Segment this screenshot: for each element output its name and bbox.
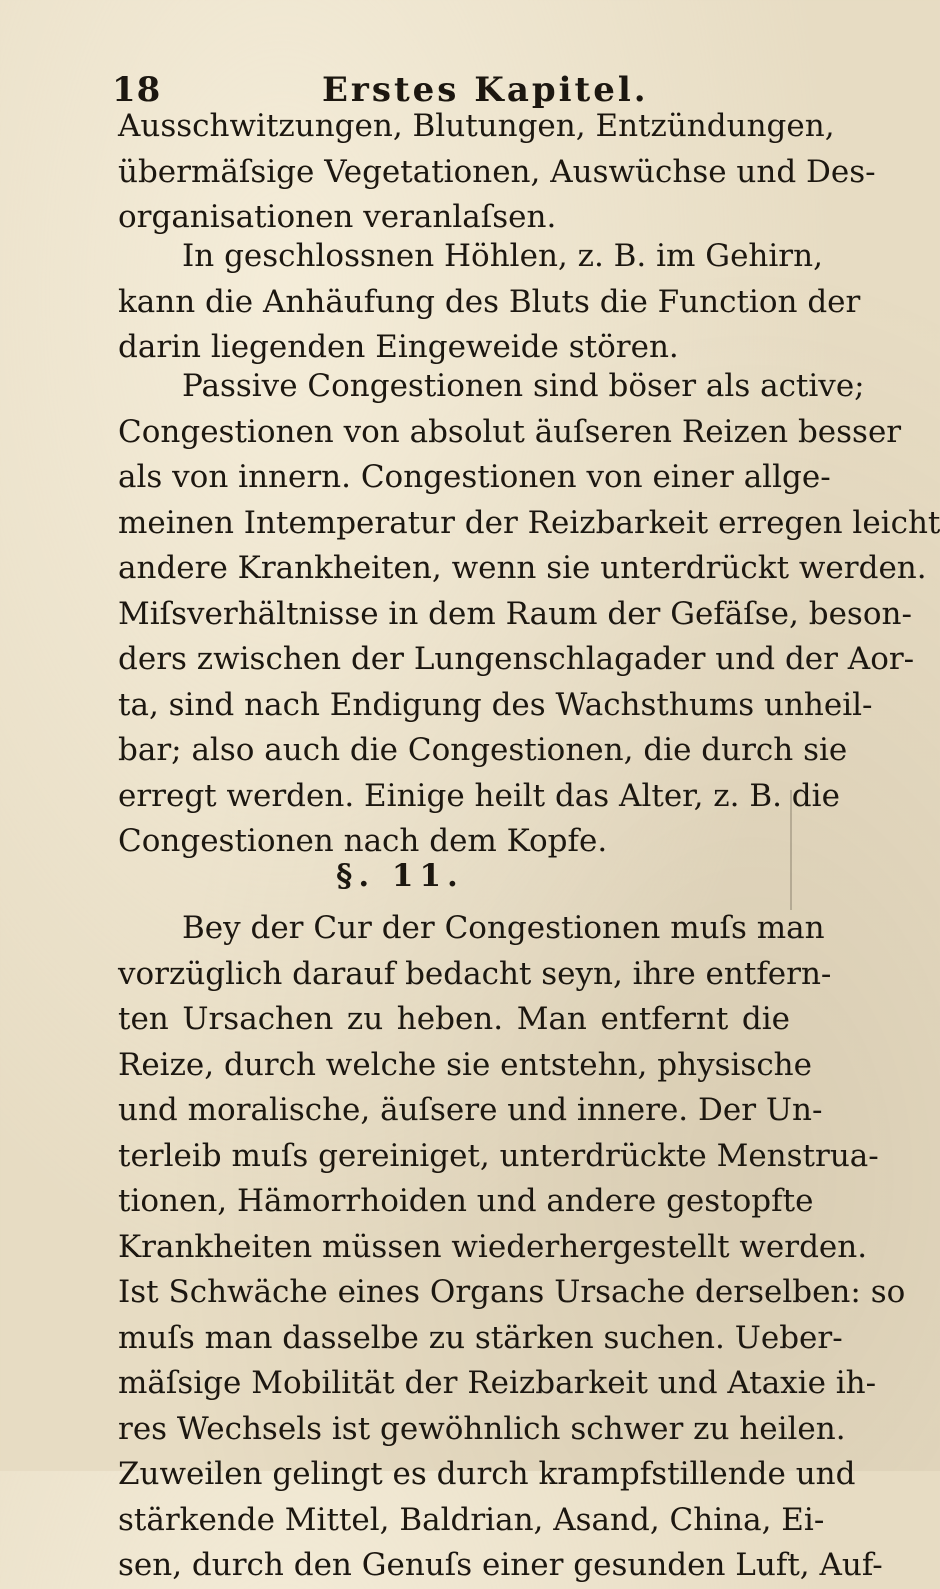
text-line: Reize, durch welche sie entstehn, physische: [118, 1046, 812, 1083]
text-line: übermäſsige Vegetationen, Auswüchse und Des-: [118, 153, 876, 190]
paragraph-2: [118, 234, 861, 371]
text-line: kann die Anhäufung des Bluts die Function der: [118, 283, 861, 320]
page-edge-shadow: [790, 790, 792, 910]
text-line: In geschlossnen Höhlen, z. B. im Gehirn,: [182, 238, 823, 274]
text-line: Ausschwitzungen, Blutungen, Entzündungen,: [118, 108, 835, 144]
text-line: erregt werden. Einige heilt das Alter, z. B. die: [118, 777, 840, 814]
paragraph-3: [118, 364, 940, 865]
text-line: bar; also auch die Congestionen, die durch sie: [118, 732, 848, 768]
text-line: muſs man dasselbe zu stärken suchen. Ueber-: [118, 1319, 843, 1356]
text-line: terleib muſs gereiniget, unterdrückte Menstrua-: [118, 1137, 879, 1174]
text-line: mäſsige Mobilität der Reizbarkeit und Ataxie ih-: [118, 1365, 877, 1401]
text-line: darin liegenden Eingeweide stören.: [118, 329, 679, 365]
text-line: ders zwischen der Lungenschlagader und der Aor-: [118, 641, 915, 677]
text-line: Bey der Cur der Congestionen muſs man: [182, 910, 825, 946]
paragraph-4: [118, 906, 906, 1589]
text-line: Krankheiten müssen wiederhergestellt werden.: [118, 1228, 868, 1265]
section-heading: §. 11.: [336, 858, 464, 894]
text-line: Miſsverhältnisse in dem Raum der Gefäſse, beson-: [118, 595, 912, 632]
text-line: meinen Intemperatur der Reizbarkeit erregen leicht: [118, 504, 940, 541]
page-number: 18: [112, 70, 162, 110]
chapter-title: Erstes Kapitel.: [322, 70, 649, 110]
text-line: sen, durch den Genuſs einer gesunden Luft, Auf-: [118, 1547, 883, 1583]
text-line: Zuweilen gelingt es durch krampfstillende und: [118, 1456, 856, 1492]
text-line: Ist Schwäche eines Organs Ursache derselben: so: [118, 1274, 906, 1310]
text-line: ta, sind nach Endigung des Wachsthums unheil-: [118, 686, 873, 723]
text-line: tionen, Hämorrhoiden und andere gestopfte: [118, 1183, 814, 1219]
text-line: Congestionen nach dem Kopfe.: [118, 823, 608, 859]
text-line: ten Ursachen zu heben. Man entfernt die: [118, 1001, 790, 1037]
text-line: als von innern. Congestionen von einer allge-: [118, 459, 831, 495]
text-line: vorzüglich darauf bedacht seyn, ihre entfern-: [118, 955, 832, 992]
text-line: stärkende Mittel, Baldrian, Asand, China, Ei-: [118, 1501, 825, 1538]
paragraph-1: [118, 104, 876, 241]
text-line: Congestionen von absolut äuſseren Reizen besser: [118, 413, 902, 450]
text-line: Passive Congestionen sind böser als active;: [182, 368, 865, 404]
text-line: andere Krankheiten, wenn sie unterdrückt werden.: [118, 550, 927, 586]
text-line: res Wechsels ist gewöhnlich schwer zu heilen.: [118, 1410, 846, 1447]
text-line: und moralische, äuſsere und innere. Der Un-: [118, 1092, 823, 1128]
text-line: organisationen veranlaſsen.: [118, 199, 557, 235]
